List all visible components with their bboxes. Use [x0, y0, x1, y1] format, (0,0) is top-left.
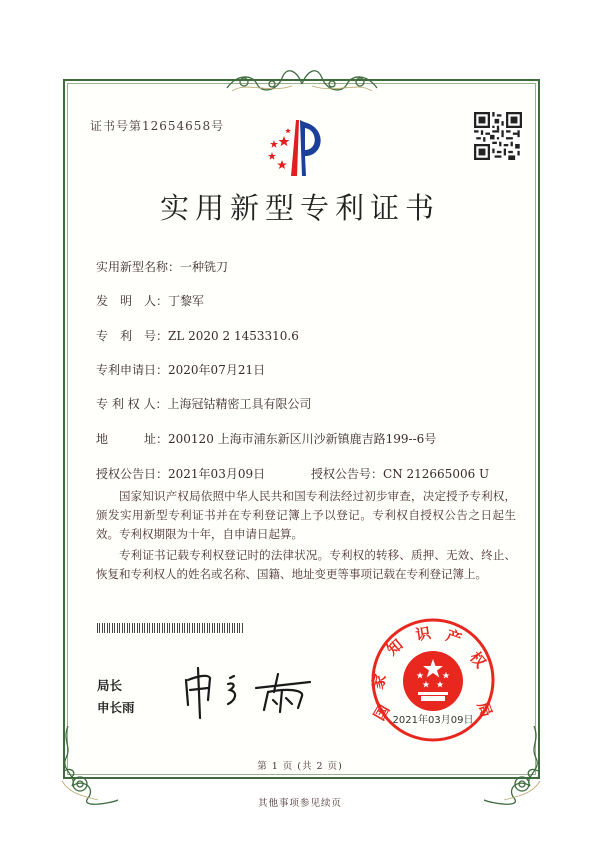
barcode — [97, 623, 243, 633]
field-label: 授权公告号： — [311, 467, 384, 481]
continuation-note: 其他事项参见续页 — [257, 798, 342, 809]
svg-text:权: 权 — [466, 648, 490, 672]
svg-text:2021年03月09日: 2021年03月09日 — [392, 715, 474, 726]
field-address — [96, 430, 436, 447]
svg-text:产: 产 — [443, 626, 464, 649]
field-inventor — [96, 292, 204, 309]
field-filing-date — [96, 361, 265, 378]
field-grant-number — [311, 465, 489, 482]
signature-icon — [178, 660, 318, 720]
field-value: 2021年03月09日 — [168, 467, 266, 481]
field-label: 实用新型名称： — [96, 260, 181, 274]
field-utility-model-name — [96, 258, 228, 275]
field-patent-number — [96, 327, 299, 344]
field-grant-date — [96, 465, 265, 482]
field-value: 2020年07月21日 — [168, 363, 266, 377]
director-title: 局长 — [97, 678, 123, 693]
field-value: CN 212665006 U — [383, 467, 490, 481]
certificate-title: 实用新型专利证书 — [159, 191, 440, 225]
field-label: 授权公告日： — [96, 467, 169, 481]
field-value: 上海冠钴精密工具有限公司 — [167, 397, 312, 411]
field-value: 一种铣刀 — [180, 260, 229, 274]
field-label: 专利申请日： — [96, 363, 169, 377]
page-indicator: 第 1 页 (共 2 页) — [257, 761, 343, 772]
field-label: 专 利 号： — [96, 329, 169, 343]
field-value: 丁黎军 — [168, 294, 205, 308]
top-ornament-icon — [222, 66, 382, 96]
field-value: 200120 上海市浦东新区川沙新镇鹿吉路199--6号 — [168, 432, 437, 446]
grant-statement-paragraph: 国家知识产权局依照中华人民共和国专利法经过初步审查，决定授予专利权，颁发实用新型专利证书并在专利登记簿上予以登记。专利权自授权公告之日起生效。专利权期限为十年，自申请日起算。 — [96, 489, 516, 541]
director-name: 申长雨 — [97, 700, 135, 715]
cnipa-logo-icon — [262, 118, 332, 178]
svg-text:家: 家 — [368, 672, 390, 692]
official-seal-icon — [368, 615, 498, 745]
svg-text:国: 国 — [370, 701, 394, 724]
svg-text:知: 知 — [383, 635, 407, 659]
director-block — [97, 675, 135, 719]
svg-text:识: 识 — [414, 623, 433, 645]
svg-text:局: 局 — [473, 699, 496, 720]
field-value: ZL 2020 2 1453310.6 — [168, 329, 299, 343]
field-patentee — [96, 395, 311, 412]
field-label: 发 明 人： — [96, 294, 169, 308]
legal-status-paragraph: 专利证书记载专利权登记时的法律状况。专利权的转移、质押、无效、终止、恢复和专利权人的姓名或名称、国籍、地址变更等事项记载在专利登记簿上。 — [96, 548, 516, 581]
qr-code-icon — [474, 112, 522, 160]
certificate-number: 证书号第12654658号 — [90, 119, 225, 133]
field-label: 地 址： — [96, 432, 169, 446]
field-label: 专 利 权 人： — [96, 397, 168, 411]
